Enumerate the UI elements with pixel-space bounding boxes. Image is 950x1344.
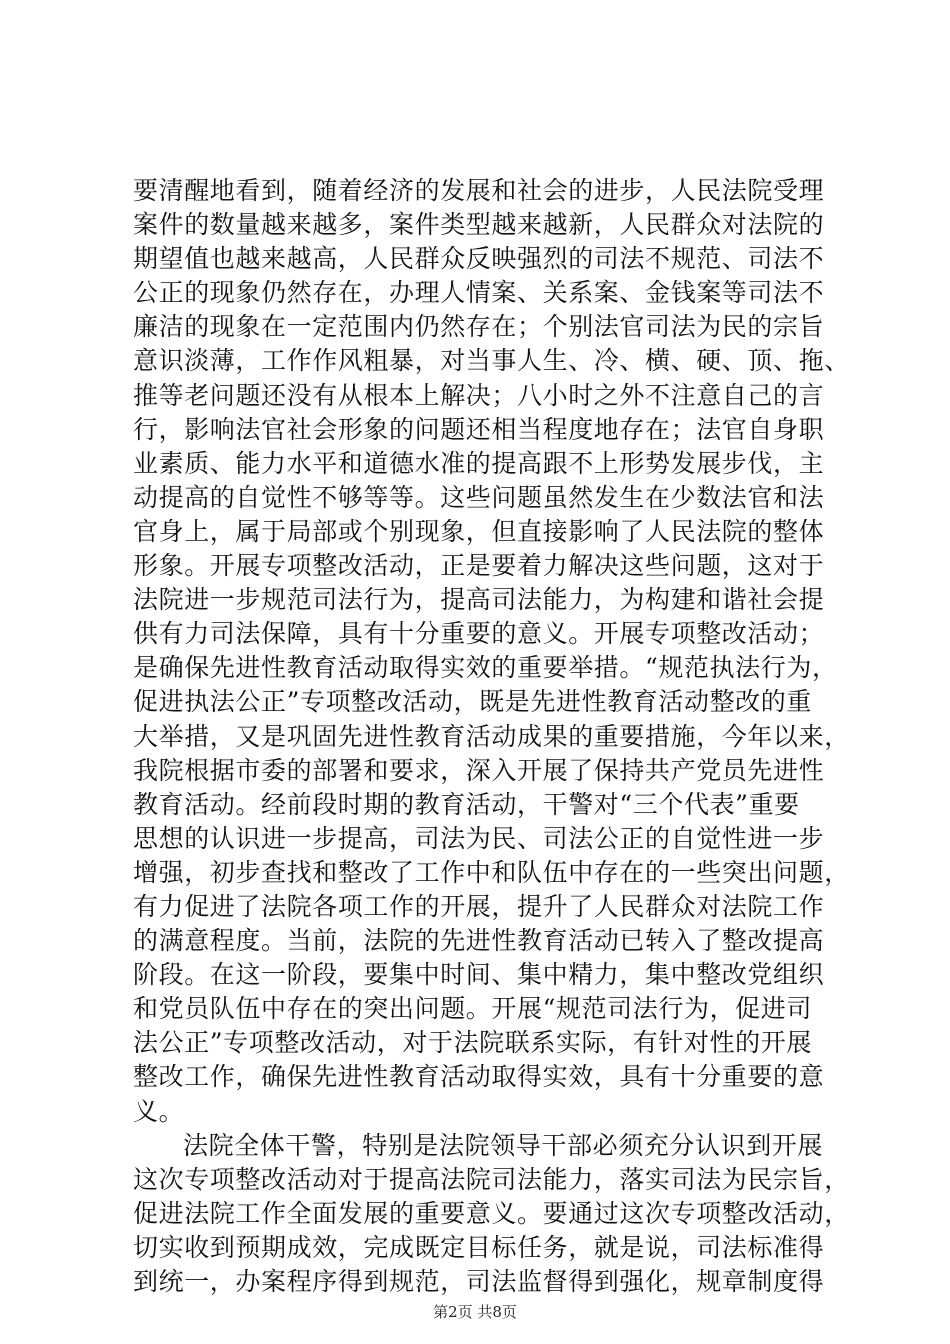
text-line: 是确保先进性教育活动取得实效的重要举措。“规范执法行为， bbox=[133, 653, 838, 683]
text-line: 促进法院工作全面发展的重要意义。要通过这次专项整改活动， bbox=[133, 1198, 850, 1228]
document-body bbox=[133, 174, 850, 1299]
text-line: 期望值也越来越高，人民群众反映强烈的司法不规范、司法不 bbox=[133, 244, 825, 274]
text-line: 意识淡薄，工作作风粗暴，对当事人生、冷、横、硬、顶、拖、 bbox=[133, 346, 850, 376]
text-line: 法公正”专项整改活动，对于法院联系实际，有针对性的开展 bbox=[133, 1028, 812, 1058]
text-line: 法院进一步规范司法行为，提高司法能力，为构建和谐社会提 bbox=[133, 585, 825, 615]
page-number-footer: 第2页 共8页 bbox=[433, 1303, 517, 1321]
text-line: 思想的认识进一步提高，司法为民、司法公正的自觉性进一步 bbox=[133, 823, 825, 853]
text-line: 形象。开展专项整改活动，正是要着力解决这些问题，这对于 bbox=[133, 551, 825, 581]
text-line: 教育活动。经前段时期的教育活动，干警对“三个代表”重要 bbox=[133, 789, 800, 819]
text-line: 义。 bbox=[133, 1096, 185, 1126]
text-line: 整改工作，确保先进性教育活动取得实效，具有十分重要的意 bbox=[133, 1062, 825, 1092]
text-line: 增强，初步查找和整改了工作中和队伍中存在的一些突出问题， bbox=[133, 857, 850, 887]
text-line: 和党员队伍中存在的突出问题。开展“规范司法行为，促进司 bbox=[133, 994, 812, 1024]
text-line: 阶段。在这一阶段，要集中时间、集中精力，集中整改党组织 bbox=[133, 960, 825, 990]
text-line: 官身上，属于局部或个别现象，但直接影响了人民法院的整体 bbox=[133, 516, 825, 546]
text-line: 我院根据市委的部署和要求，深入开展了保持共产党员先进性 bbox=[133, 755, 825, 785]
text-line: 促进执法公正”专项整改活动，既是先进性教育活动整改的重 bbox=[133, 687, 812, 717]
text-line: 动提高的自觉性不够等等。这些问题虽然发生在少数法官和法 bbox=[133, 482, 825, 512]
paragraph-first-line: 法院全体干警，特别是法院领导干部必须充分认识到开展 bbox=[183, 1130, 824, 1160]
text-line: 的满意程度。当前，法院的先进性教育活动已转入了整改提高 bbox=[133, 926, 825, 956]
text-line: 要清醒地看到，随着经济的发展和社会的进步，人民法院受理 bbox=[133, 176, 825, 205]
text-line: 廉洁的现象在一定范围内仍然存在；个别法官司法为民的宗旨 bbox=[133, 312, 825, 342]
text-line: 推等老问题还没有从根本上解决；八小时之外不注意自己的言 bbox=[133, 380, 825, 410]
text-line: 这次专项整改活动对于提高法院司法能力，落实司法为民宗旨， bbox=[133, 1164, 850, 1194]
text-line: 到统一，办案程序得到规范，司法监督得到强化，规章制度得 bbox=[133, 1267, 825, 1296]
text-line: 切实收到预期成效，完成既定目标任务，就是说，司法标准得 bbox=[133, 1232, 825, 1262]
text-line: 案件的数量越来越多，案件类型越来越新，人民群众对法院的 bbox=[133, 210, 825, 240]
text-line: 业素质、能力水平和道德水准的提高跟不上形势发展步伐，主 bbox=[133, 448, 825, 478]
text-line: 公正的现象仍然存在，办理人情案、关系案、金钱案等司法不 bbox=[133, 278, 825, 308]
text-line: 大举措，又是巩固先进性教育活动成果的重要措施，今年以来， bbox=[133, 721, 850, 751]
text-line: 供有力司法保障，具有十分重要的意义。开展专项整改活动； bbox=[133, 619, 825, 649]
text-line: 有力促进了法院各项工作的开展，提升了人民群众对法院工作 bbox=[133, 891, 825, 921]
text-line: 行，影响法官社会形象的问题还相当程度地存在；法官自身职 bbox=[133, 414, 825, 444]
